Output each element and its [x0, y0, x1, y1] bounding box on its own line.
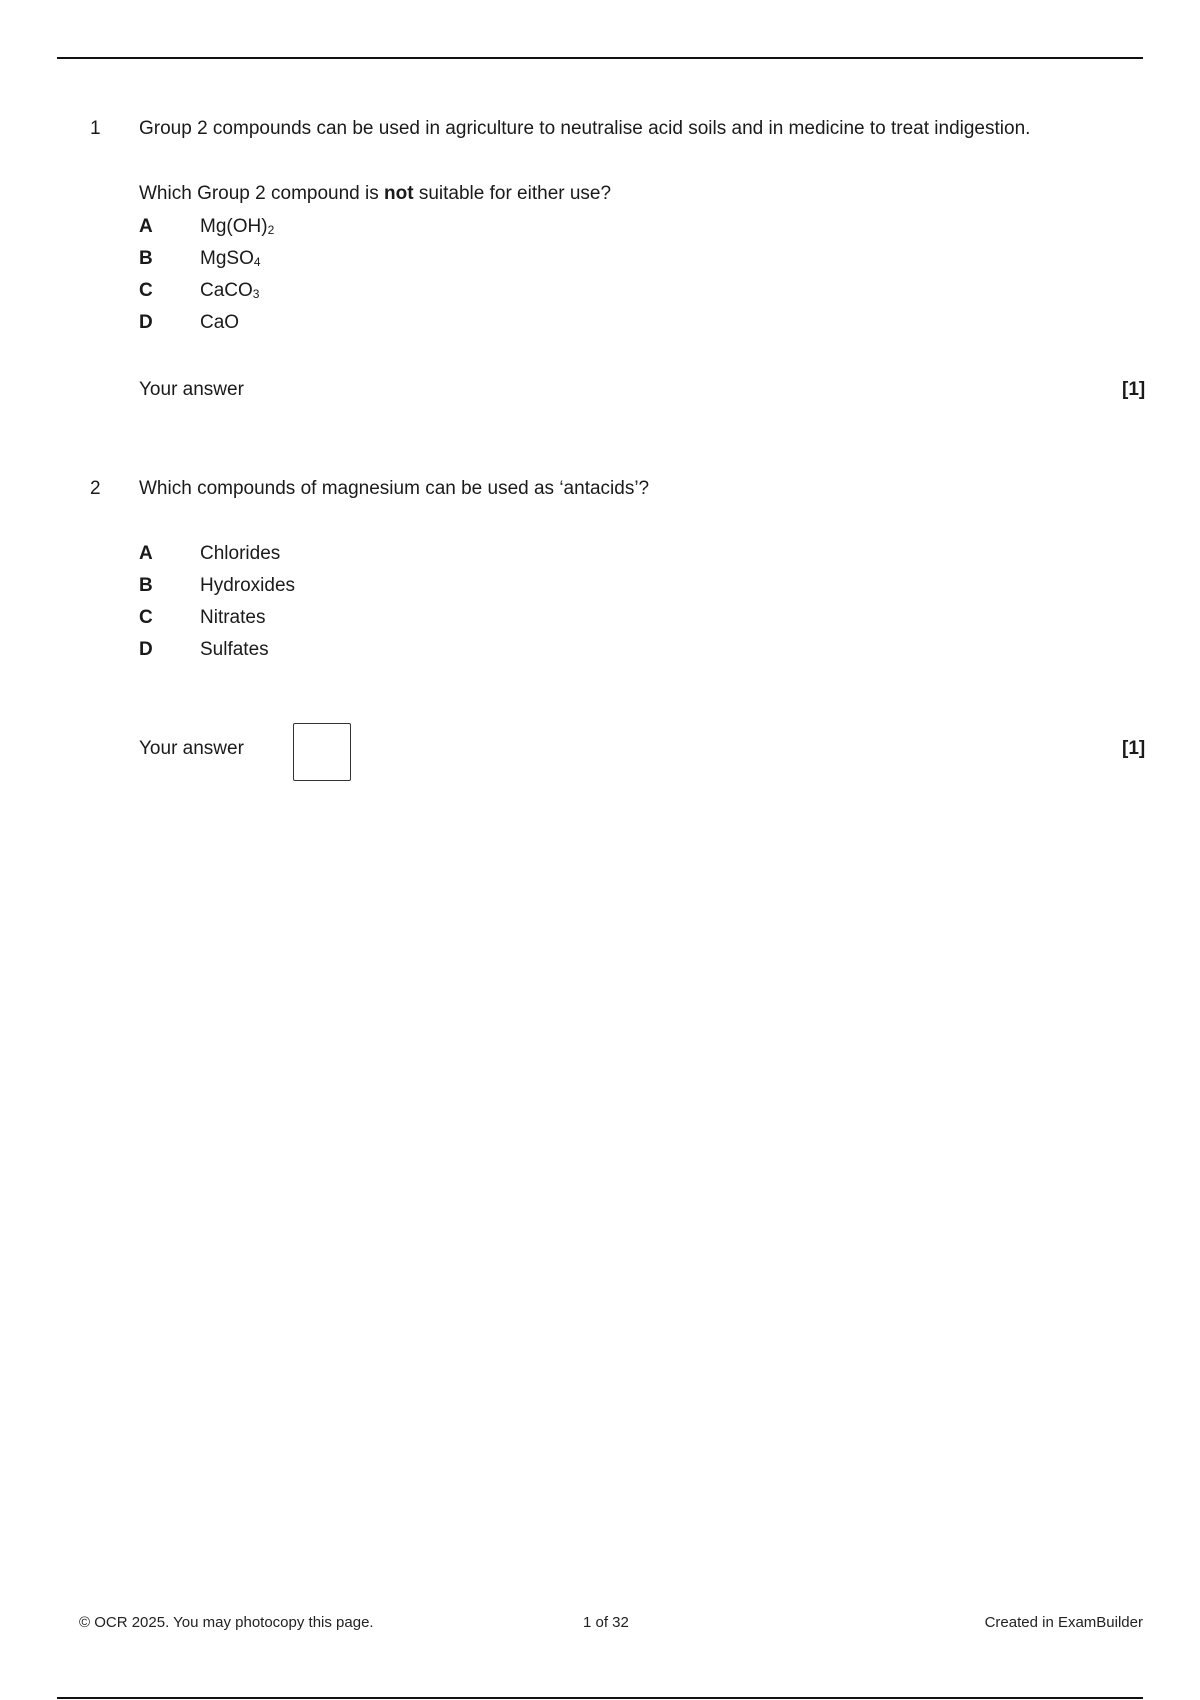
- option-formula: CaO: [200, 312, 240, 333]
- option-letter: B: [139, 575, 153, 596]
- option-formula: MgSO$_4$: [200, 248, 261, 269]
- option-formula: CaCO$_3$: [200, 280, 260, 301]
- option-letter: D: [139, 639, 153, 660]
- answer-label: Your answer: [139, 738, 244, 759]
- option-text: Chlorides: [200, 543, 281, 564]
- question-prompt: [139, 183, 611, 205]
- option-text: Nitrates: [200, 607, 266, 628]
- option-text: Sulfates: [200, 639, 269, 660]
- option-letter: C: [139, 280, 153, 301]
- prompt-text: Which Group 2 compound is: [139, 183, 385, 204]
- question-number: 1: [90, 118, 101, 139]
- option-letter: C: [139, 607, 153, 628]
- question-number: 2: [90, 478, 101, 499]
- option-letter: D: [139, 312, 153, 333]
- answer-box[interactable]: [293, 723, 351, 781]
- footer-page-number: 1 of 32: [583, 1614, 629, 1631]
- question-stem: Which compounds of magnesium can be used as ‘antacids’?: [139, 478, 650, 499]
- top-rule: [57, 57, 1143, 59]
- marks-label: [1]: [1122, 738, 1146, 759]
- marks-label: [1]: [1122, 379, 1146, 400]
- option-letter: A: [139, 216, 153, 237]
- footer-copyright: © OCR 2025. You may photocopy this page.: [79, 1614, 374, 1631]
- option-letter: A: [139, 543, 153, 564]
- bottom-rule: [57, 1697, 1143, 1699]
- question-stem: Group 2 compounds can be used in agriculture to neutralise acid soils and in medicine to treat indigestion.: [139, 118, 1031, 139]
- footer-created: Created in ExamBuilder: [984, 1614, 1143, 1631]
- prompt-text: suitable for either use?: [413, 183, 612, 204]
- option-formula: $Mg(OH)_2$: [200, 216, 275, 237]
- prompt-emphasis: not: [384, 183, 414, 204]
- answer-label: Your answer: [139, 379, 244, 400]
- option-text: Hydroxides: [200, 575, 296, 596]
- option-letter: B: [139, 248, 153, 269]
